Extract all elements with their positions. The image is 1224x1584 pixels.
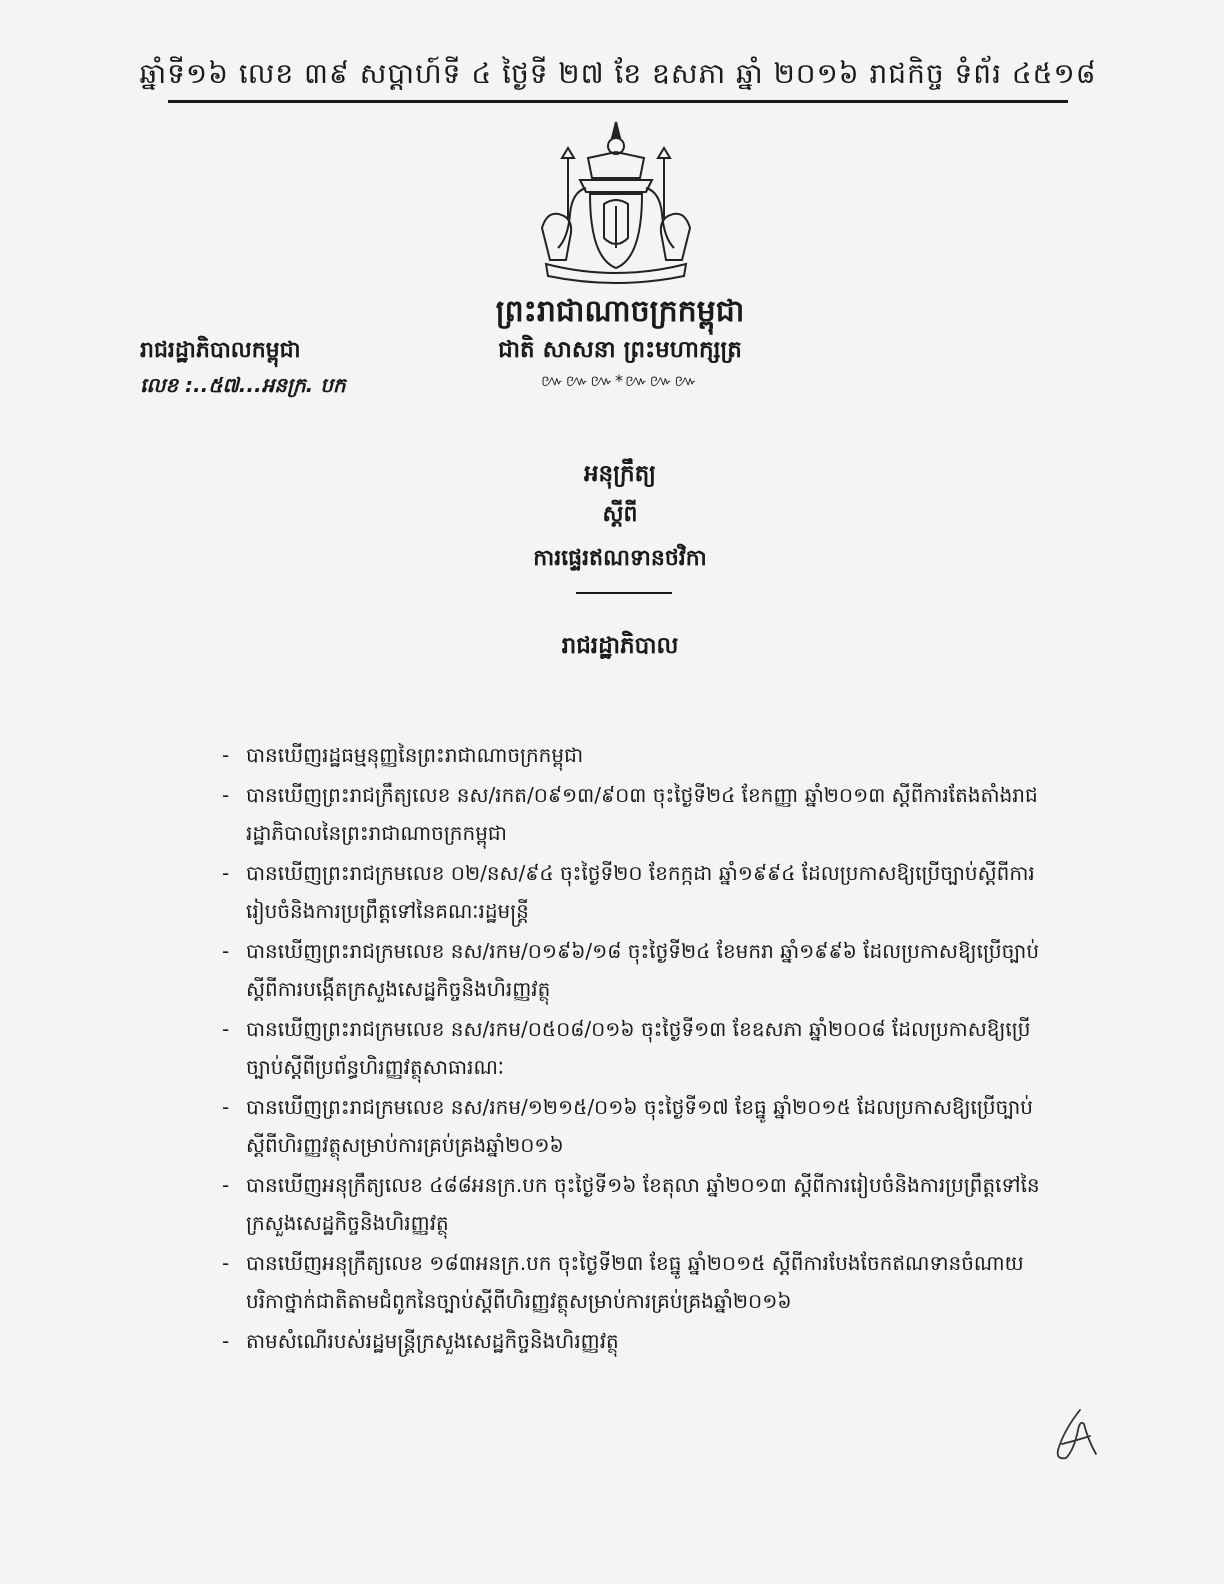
list-item: - បានឃើញអនុក្រឹត្យលេខ ៤៨៨អនក្រ.បក ចុះថ្ងៃទី១៦ ខែតុលា ឆ្នាំ២០១៣ ស្តីពីការរៀបចំនិងការប្រព្រឹត្តទៅនៃក្រសួងសេដ្ឋកិច្ចនិងហិរញ្ញវត្ថុ [216,1166,1046,1242]
document-type: អនុក្រឹត្យ [583,461,657,487]
national-motto: ជាតិ សាសនា ព្រះមហាក្សត្រ [498,337,742,363]
list-item: - បានឃើញព្រះរាជក្រមលេខ នស/រកម/០៥០៨/០១៦ ចុះថ្ងៃទី១៣ ខែឧសភា ឆ្នាំ២០០៨ ដែលប្រកាសឱ្យប្រើច្បាប់ស្តីពីប្រព័ន្ធហិរញ្ញវត្ថុសាធារណៈ [216,1010,1046,1086]
about-label: ស្តីពី [602,502,638,527]
gazette-header: ឆ្នាំទី១៦ លេខ ៣៩ សប្តាហ៍ទី ៤ ថ្ងៃទី ២៧ ខែ ឧសភា ឆ្នាំ ២០១៦ រាជកិច្ច ទំព័រ ៤៥១៨ [168,52,1068,103]
title-divider [576,592,672,594]
list-item: - តាមសំណើរបស់រដ្ឋមន្ត្រីក្រសួងសេដ្ឋកិច្ចនិងហិរញ្ញវត្ថុ [216,1322,1046,1360]
kingdom-title: ព្រះរាជាណាចក្រកម្ពុជា [495,294,745,329]
considerations-list [216,736,1046,1362]
list-item: - បានឃើញរដ្ឋធម្មនុញ្ញនៃព្រះរាជាណាចក្រកម្ពុជា [216,736,1046,774]
government-label: រាជរដ្ឋាភិបាលកម្ពុជា [140,338,301,363]
list-item: - បានឃើញព្រះរាជក្រមលេខ នស/រកម/១២១៥/០១៦ ចុះថ្ងៃទី១៧ ខែធ្នូ ឆ្នាំ២០១៥ ដែលប្រកាសឱ្យប្រើច្បាប់ស្តីពីហិរញ្ញវត្ថុសម្រាប់ការគ្រប់គ្រងឆ្នាំ២០១៦ [216,1088,1046,1164]
list-item: - បានឃើញអនុក្រឹត្យលេខ ១៨៣អនក្រ.បក ចុះថ្ងៃទី២៣ ខែធ្នូ ឆ្នាំ២០១៥ ស្តីពីការបែងចែកឥណទានចំណាយបរិកាថ្នាក់ជាតិតាមជំពូកនៃច្បាប់ស្តីពីហិរញ្ញវត្ថុសម្រាប់ការគ្រប់គ្រងឆ្នាំ២០១៦ [216,1244,1046,1320]
royal-coat-of-arms-icon [528,118,704,286]
list-item: - បានឃើញព្រះរាជក្រឹត្យលេខ នស/រកត/០៩១៣/៩០៣ ចុះថ្ងៃទី២៤ ខែកញ្ញា ឆ្នាំ២០១៣ ស្តីពីការតែងតាំងរាជរដ្ឋាភិបាលនៃព្រះរាជាណាចក្រកម្ពុជា [216,776,1046,852]
reference-number: លេខ :..៥៧...អនក្រ. បក [140,373,346,397]
handwritten-initial-icon [1044,1400,1104,1470]
list-item: - បានឃើញព្រះរាជក្រមលេខ នស/រកម/០១៩៦/១៨ ចុះថ្ងៃទី២៤ ខែមករា ឆ្នាំ១៩៩៦ ដែលប្រកាសឱ្យប្រើច្បាប់ស្តីពីការបង្កើតក្រសួងសេដ្ឋកិច្ចនិងហិរញ្ញវត្ថុ [216,932,1046,1008]
list-item: - បានឃើញព្រះរាជក្រមលេខ ០២/នស/៩៤ ចុះថ្ងៃទី២០ ខែកក្កដា ឆ្នាំ១៩៩៤ ដែលប្រកាសឱ្យប្រើច្បាប់ស្តីពីការរៀបចំនិងការប្រព្រឹត្តទៅនៃគណៈរដ្ឋមន្ត្រី [216,854,1046,930]
document-subject: ការផ្ទេរឥណទានថវិកា [533,546,707,571]
issuer-heading: រាជរដ្ឋាភិបាល [561,633,679,659]
ornament-divider: ៚៚៚*៚៚៚ [541,371,699,390]
